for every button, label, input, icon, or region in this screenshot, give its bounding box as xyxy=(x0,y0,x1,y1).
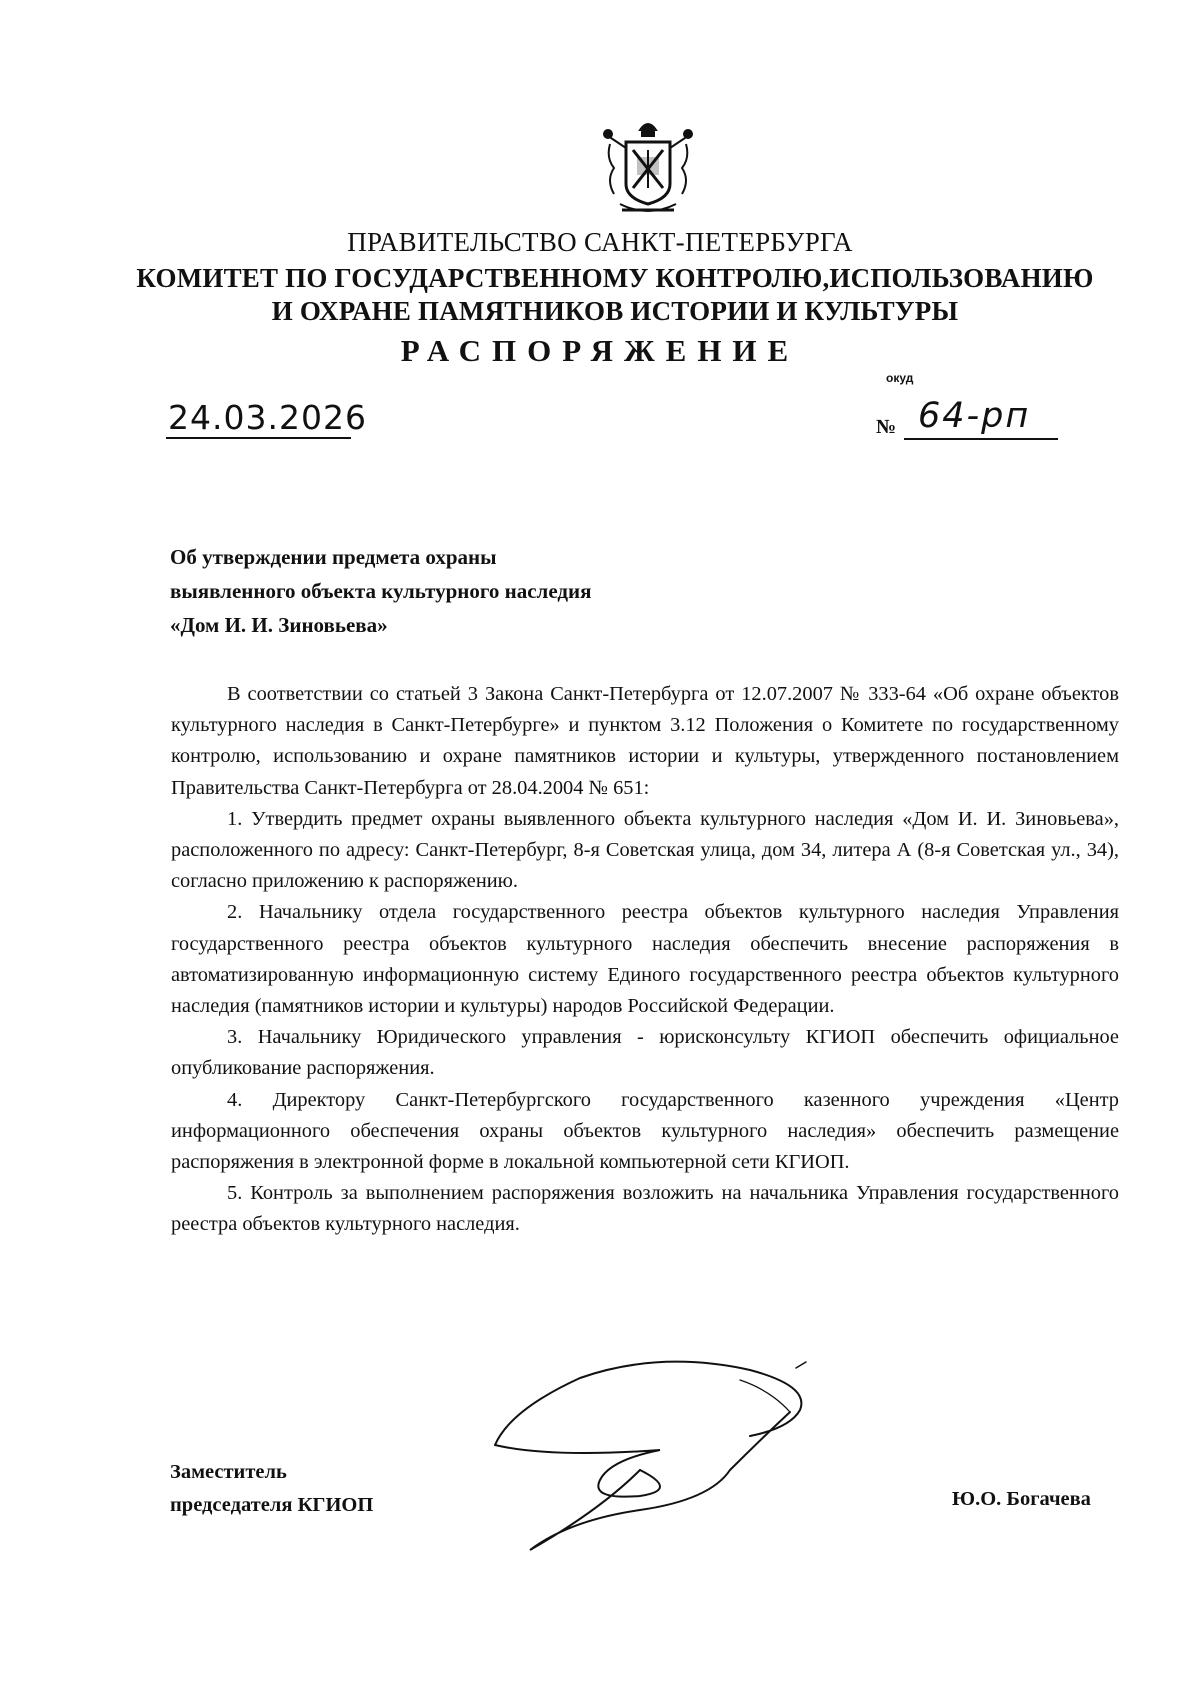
document-subject xyxy=(170,540,591,642)
handwritten-signature xyxy=(490,1350,890,1560)
decree-item: 5. Контроль за выполнением распоряжения возложить на начальника Управления государственного реестра объектов культурного наследия. xyxy=(171,1182,1119,1236)
decree-item: 1. Утвердить предмет охраны выявленного объекта культурного наследия «Дом И. И. Зиновьева», расположенного по адресу: Санкт-Петербург, 8-я Советская улица, дом 34, литера А (8-я Советская ул., 34), согласно приложению к распоряжению. xyxy=(171,807,1119,893)
government-title: ПРАВИТЕЛЬСТВО САНКТ-ПЕТЕРБУРГА xyxy=(347,227,853,257)
subject-line: Об утверждении предмета охраны xyxy=(170,545,497,569)
number-underline xyxy=(904,438,1058,440)
document-type: РАСПОРЯЖЕНИЕ xyxy=(400,333,800,368)
subject-line: «Дом И. И. Зиновьева» xyxy=(170,613,388,637)
decree-item: 2. Начальнику отдела государственного реестра объектов культурного наследия Управления государственного реестра объектов культурного наследия обеспечить внесение распоряжения в автоматизированную информационную систему Единого государственного реестра объектов культурного наследия (памятников истории и культуры) народов Российской Федерации. xyxy=(171,901,1119,1018)
number-sign: № xyxy=(876,416,897,438)
signatory-name: Ю.О. Богачева xyxy=(952,1488,1091,1510)
date-underline xyxy=(166,437,351,439)
document-date: 24.03.2026 xyxy=(168,398,367,437)
decree-item: 4. Директору Санкт-Петербургского государственного казенного учреждения «Центр информационного обеспечения охраны объектов культурного наследия» обеспечить размещение распоряжения в электронной форме в локальной компьютерной сети КГИОП. xyxy=(171,1088,1119,1174)
okud-label: окуд xyxy=(886,371,914,385)
signatory-position xyxy=(170,1456,373,1522)
committee-name-line-2: И ОХРАНЕ ПАМЯТНИКОВ ИСТОРИИ И КУЛЬТУРЫ xyxy=(271,296,959,326)
coat-of-arms-icon xyxy=(600,118,696,218)
committee-name-line-1: КОМИТЕТ ПО ГОСУДАРСТВЕННОМУ КОНТРОЛЮ,ИСПОЛЬЗОВАНИЮ xyxy=(136,263,1094,293)
subject-line: выявленного объекта культурного наследия xyxy=(170,579,592,603)
document-number: 64-рп xyxy=(918,396,1031,436)
document-body xyxy=(171,679,1119,1241)
signatory-position-line: Заместитель xyxy=(170,1461,287,1483)
decree-item: 3. Начальнику Юридического управления - юрисконсульту КГИОП обеспечить официальное опубликование распоряжения. xyxy=(171,1026,1119,1080)
signatory-position-line: председателя КГИОП xyxy=(170,1494,374,1516)
preamble-paragraph: В соответствии со статьей 3 Закона Санкт-Петербурга от 12.07.2007 № 333-64 «Об охране объектов культурного наследия в Санкт-Петербурге» и пунктом 3.12 Положения о Комитете по государственному контролю, использованию и охране памятников истории и культуры, утвержденного постановлением Правительства Санкт-Петербурга от 28.04.2004 № 651: xyxy=(171,683,1119,799)
